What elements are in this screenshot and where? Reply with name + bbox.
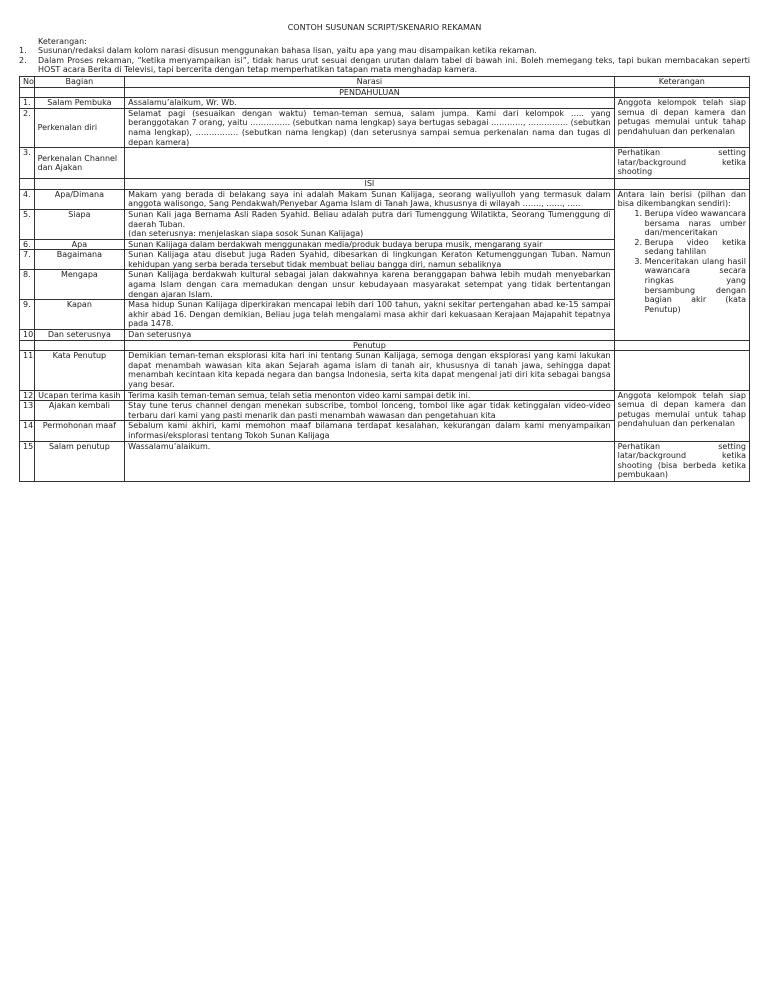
row-number: 1. <box>20 98 35 109</box>
section-row-isi <box>20 179 750 190</box>
row-narasi: Demikian teman-teman eksplorasi kita hari ini tentang Sunan Kalijaga, semoga dengan eksplorasi yang kami lakukan dapat menambah wawasan kita akan Sejarah agama islam di tanah air, khususnya di tanah jawa, sehingga dapat menambah kecintaan kita kepada negara dan bangsa Indonesia, serta kita dapat mengenal jati diri kita sebagai bangsa yang besar. <box>125 351 614 390</box>
keterangan-isi <box>614 189 749 340</box>
keterangan-pendahuluan-a: Anggota kelompok telah siap semua di depan kamera dan petugas memulai untuk tahap pendahuluan dan perkenalan <box>614 98 749 148</box>
row-bagian: Ajakan kembali <box>34 401 125 421</box>
row-narasi: Stay tune terus channel dengan menekan subscribe, tombol lonceng, tombol like agar tidak ketinggalan video-video terbaru dari kami yang pasti menarik dan pasti menambah wawasan dan pengetahuan kita <box>125 401 614 421</box>
table-row <box>20 98 750 109</box>
list-item: 3. Menceritakan ulang hasil wawancara secara ringkas yang bersambung dengan bagian akir (kata Penutup) <box>645 257 746 315</box>
row-number: 15. <box>20 441 35 481</box>
row-bagian: Ucapan terima kasih <box>34 390 125 401</box>
header-bagian: Bagian <box>34 76 125 87</box>
row-number: 6. <box>20 239 35 250</box>
row-narasi: Selamat pagi (sesuaikan dengan waktu) teman-teman semua, salam jumpa. Kami dari kelompok ….. yang beranggotakan 7 orang, yaitu …………… (sebutkan nama lengkap) saya bertugas sebagai …………, …………… (sebutkan nama lengkap), ……………. (sebutkan nama lengkap) (dan seterusnya sampai semua perkenalan nama dan tugas di depan kamera) <box>125 108 614 147</box>
header-narasi: Narasi <box>125 76 614 87</box>
list-item: 2. Berupa video ketika sedang tahlilan <box>645 238 746 257</box>
row-number: 13. <box>20 401 35 421</box>
row-narasi: Sunan Kalijaga berdakwah kultural sebagai jalan dakwahnya karena beranggapan bahwa lebih mudah menyebarkan agama Islam dengan cara memadukan dengan unsur kebudayaan masyarakat setempat yang tidak bertentangan dengan ajaran Islam. <box>125 270 614 300</box>
row-narasi <box>125 209 614 239</box>
row-bagian: Permohonan maaf <box>34 421 125 441</box>
row-bagian: Siapa <box>34 209 125 239</box>
row-number: 12. <box>20 390 35 401</box>
keterangan-penutup-b: Perhatikan setting latar/background ketika shooting (bisa berbeda ketika pembukaan) <box>614 441 749 481</box>
row-narasi <box>125 148 614 179</box>
keterangan-pendahuluan-b: Perhatikan setting latar/background ketika shooting <box>614 148 749 179</box>
row-number: 3. <box>20 148 35 179</box>
table-row <box>20 189 750 209</box>
narasi-line: (dan seterusnya: menjelaskan siapa sosok Sunan Kalijaga) <box>128 229 364 239</box>
table-row <box>20 351 750 390</box>
row-bagian: Salam Pembuka <box>34 98 125 109</box>
row-narasi: Assalamu’alaikum, Wr. Wb. <box>125 98 614 109</box>
note-item <box>19 56 750 75</box>
header-no: No <box>20 76 35 87</box>
section-label: PENDAHULUAN <box>125 87 614 98</box>
table-row <box>20 441 750 481</box>
table-row <box>20 148 750 179</box>
keterangan-isi-list <box>618 209 746 315</box>
row-narasi: Masa hidup Sunan Kalijaga diperkirakan mencapai lebih dari 100 tahun, yakni sekitar pertengahan abad ke-15 sampai akhir abad 16. Dengan demikian, Beliau juga telah mengalami masa akhir dari kekuasaan Kerajaan Majapahit tepatnya pada 1478. <box>125 300 614 330</box>
note-text: Susunan/redaksi dalam kolom narasi disusun menggunakan bahasa lisan, yaitu apa yang mau disampaikan ketika rekaman. <box>38 46 537 56</box>
list-item: 1. Berupa video wawancara bersama naras umber dan/menceritakan <box>645 209 746 238</box>
row-number: 8. <box>20 270 35 300</box>
script-table <box>19 76 750 482</box>
row-number: 9. <box>20 300 35 330</box>
row-number: 10. <box>20 330 35 341</box>
row-bagian: Perkenalan diri <box>34 108 125 147</box>
section-row-pendahuluan <box>20 87 750 98</box>
notes-heading: Keterangan: <box>38 36 87 46</box>
row-narasi: Wassalamu’alaikum. <box>125 441 614 481</box>
row-number: 11. <box>20 351 35 390</box>
table-header-row <box>20 76 750 87</box>
row-number: 4. <box>20 189 35 209</box>
note-number: 2. <box>19 55 27 65</box>
row-bagian: Kata Penutup <box>34 351 125 390</box>
document-title: CONTOH SUSUNAN SCRIPT/SKENARIO REKAMAN <box>287 23 482 32</box>
keterangan-penutup-a: Anggota kelompok telah siap semua di depan kamera dan petugas memulai untuk tahap pendahuluan dan perkenalan <box>614 390 749 441</box>
section-label: Penutup <box>125 340 614 351</box>
row-narasi: Sebalum kami akhiri, kami memohon maaf bilamana terdapat kesalahan, kekurangan dalam kami menyampaikan informasi/eksplorasi tentang Tokoh Sunan Kalijaga <box>125 421 614 441</box>
row-number: 2. <box>20 108 35 147</box>
row-narasi: Sunan Kalijaga dalam berdakwah menggunakan media/produk budaya berupa musik, mengarang syair <box>125 239 614 250</box>
note-item <box>19 46 750 56</box>
row-narasi: Makam yang berada di belakang saya ini adalah Makam Sunan Kalijaga, seorang waliyulloh yang termasuk dalam anggota walisongo, Sang Pendakwah/Penyebar Agama Islam di Tanah Jawa, khususnya di wilayah ……., ……, ….. <box>125 189 614 209</box>
row-bagian: Salam penutup <box>34 441 125 481</box>
row-narasi: Sunan Kalijaga atau disebut juga Raden Syahid, dibesarkan di lingkungan Keraton Ketumenggungan Tuban. Namun kehidupan yang serba berada tersebut tidak membuat beliau bangga diri, namun sebaliknya <box>125 250 614 270</box>
header-keterangan: Keterangan <box>614 76 749 87</box>
section-row-penutup <box>20 340 750 351</box>
section-label: ISI <box>125 179 614 190</box>
row-number: 14. <box>20 421 35 441</box>
document-page <box>19 23 750 482</box>
row-bagian: Apa/Dimana <box>34 189 125 209</box>
row-bagian: Mengapa <box>34 270 125 300</box>
row-bagian: Kapan <box>34 300 125 330</box>
note-number: 1. <box>19 46 27 56</box>
row-bagian: Dan seterusnya <box>34 330 125 341</box>
note-text: Dalam Proses rekaman, “ketika menyampaikan isi”, tidak harus urut sesuai dengan urutan dalam tabel di bawah ini. Boleh memegang teks, tapi bukan membacakan seperti HOST acara Berita di Televisi, tapi bercerita dengan tetap memperhatikan tatapan mata menghadap kamera. <box>38 55 750 75</box>
row-bagian: Perkenalan Channel dan Ajakan <box>34 148 125 179</box>
row-number: 5. <box>20 209 35 239</box>
notes-block <box>19 37 750 75</box>
row-bagian: Apa <box>34 239 125 250</box>
row-narasi: Terima kasih teman-teman semua, telah setia menonton video kami sampai detik ini. <box>125 390 614 401</box>
keterangan-isi-intro: Antara lain berisi (pilhan dan bisa dikembangkan sendiri): <box>617 189 746 209</box>
narasi-line: Sunan Kali jaga Bernama Asli Raden Syahid. Beliau adalah putra dari Tumenggung Wilatikta, Seorang Tumenggung di daerah Tuban. <box>128 209 611 229</box>
row-number: 7. <box>20 250 35 270</box>
row-narasi: Dan seterusnya <box>125 330 614 341</box>
table-row <box>20 390 750 401</box>
row-bagian: Bagaimana <box>34 250 125 270</box>
